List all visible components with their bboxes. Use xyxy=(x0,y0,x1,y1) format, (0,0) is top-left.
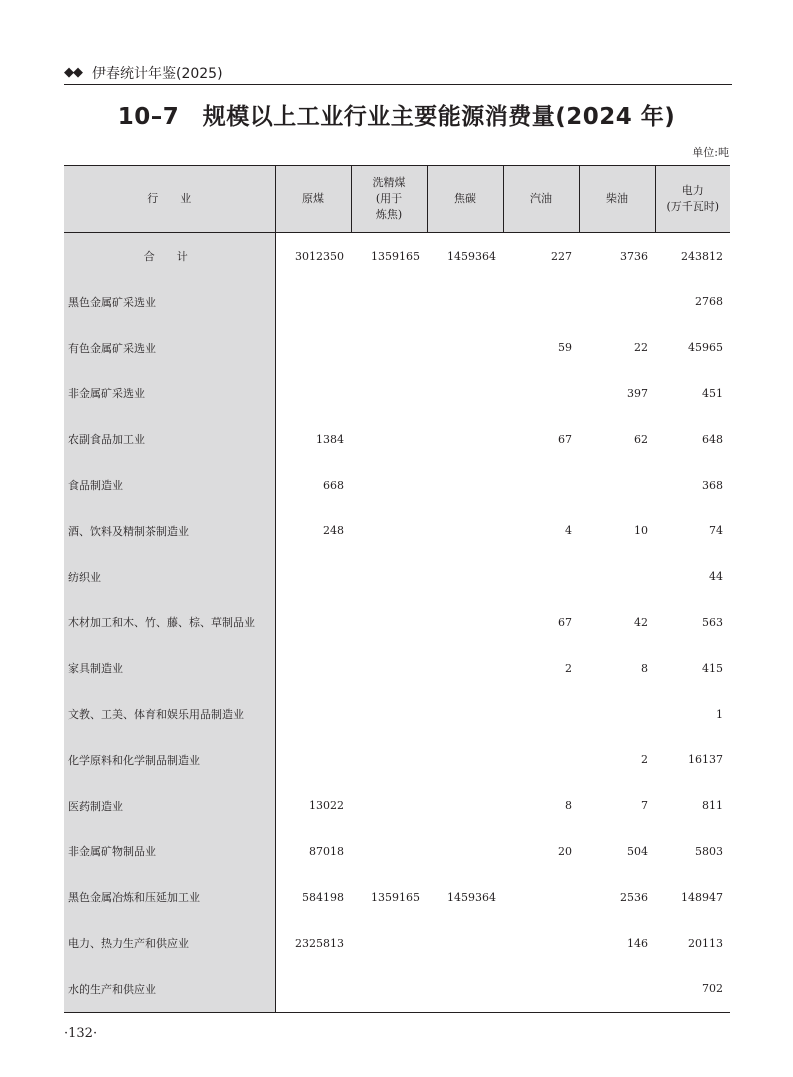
raw-coal-cell xyxy=(275,600,351,646)
raw-coal-cell: 1384 xyxy=(316,432,344,446)
diesel-cell: 7 xyxy=(641,799,648,813)
coke-cell xyxy=(427,600,503,646)
diesel-cell: 10 xyxy=(634,524,648,538)
raw-coal-cell xyxy=(275,737,351,783)
industry-cell: 文教、工美、体育和娱乐用品制造业 xyxy=(64,691,275,737)
gasoline-cell xyxy=(503,691,579,737)
col-header-washed-coal: 洗精煤 (用于 炼焦) xyxy=(351,166,427,233)
raw-coal-cell: 3012350 xyxy=(295,249,344,263)
coke-cell xyxy=(427,462,503,508)
coke-cell xyxy=(427,691,503,737)
unit-label: 单位:吨 xyxy=(692,146,729,159)
industry-cell: 黑色金属矿采选业 xyxy=(64,279,275,325)
raw-coal-cell xyxy=(275,371,351,417)
industry-cell: 电力、热力生产和供应业 xyxy=(64,920,275,966)
coke-cell xyxy=(427,325,503,371)
diesel-cell: 2536 xyxy=(620,890,648,904)
book-title: 伊春统计年鉴(2025) xyxy=(92,66,223,82)
washed-coal-cell xyxy=(351,416,427,462)
diesel-cell: 146 xyxy=(627,936,648,950)
washed-coal-cell xyxy=(351,600,427,646)
electricity-cell: 2768 xyxy=(695,295,723,309)
col-header-electricity: 电力 (万千瓦时) xyxy=(655,166,730,233)
energy-consumption-table xyxy=(64,165,730,1013)
running-header xyxy=(64,62,732,84)
washed-coal-cell xyxy=(351,371,427,417)
diesel-cell xyxy=(579,279,655,325)
electricity-cell: 148947 xyxy=(681,890,723,904)
industry-cell: 纺织业 xyxy=(64,554,275,600)
washed-coal-cell xyxy=(351,966,427,1012)
gasoline-cell xyxy=(503,966,579,1012)
coke-cell xyxy=(427,966,503,1012)
industry-cell: 非金属矿物制品业 xyxy=(64,829,275,875)
gasoline-cell xyxy=(503,737,579,783)
table-row xyxy=(64,279,730,325)
table-row xyxy=(64,874,730,920)
industry-cell: 农副食品加工业 xyxy=(64,416,275,462)
gasoline-cell xyxy=(503,874,579,920)
diamond-icon: ◆◆ xyxy=(64,65,82,80)
raw-coal-cell xyxy=(275,554,351,600)
gasoline-cell xyxy=(503,371,579,417)
washed-coal-cell xyxy=(351,279,427,325)
table-row xyxy=(64,783,730,829)
industry-cell: 家具制造业 xyxy=(64,645,275,691)
industry-cell: 非金属矿采选业 xyxy=(64,371,275,417)
industry-cell: 化学原料和化学制品制造业 xyxy=(64,737,275,783)
electricity-cell: 563 xyxy=(702,615,723,629)
diesel-cell: 8 xyxy=(641,661,648,675)
table-row xyxy=(64,462,730,508)
coke-cell xyxy=(427,279,503,325)
gasoline-cell xyxy=(503,554,579,600)
table-row xyxy=(64,691,730,737)
table-row xyxy=(64,554,730,600)
diesel-cell xyxy=(579,966,655,1012)
coke-cell xyxy=(427,737,503,783)
electricity-cell: 20113 xyxy=(688,936,723,950)
gasoline-cell xyxy=(503,920,579,966)
diesel-cell: 22 xyxy=(634,341,648,355)
diesel-cell: 504 xyxy=(627,844,648,858)
raw-coal-cell xyxy=(275,279,351,325)
gasoline-cell: 227 xyxy=(551,249,572,263)
col-header-industry: 行 业 xyxy=(64,166,275,233)
electricity-cell: 45965 xyxy=(688,341,723,355)
diesel-cell xyxy=(579,691,655,737)
table-row-total xyxy=(64,233,730,280)
raw-coal-cell: 87018 xyxy=(309,844,344,858)
diesel-cell: 2 xyxy=(641,753,648,767)
header-rule xyxy=(64,84,732,85)
table-row xyxy=(64,416,730,462)
industry-cell: 合 计 xyxy=(64,233,275,280)
table-row xyxy=(64,371,730,417)
gasoline-cell xyxy=(503,462,579,508)
industry-cell: 医药制造业 xyxy=(64,783,275,829)
table-row xyxy=(64,325,730,371)
table-row xyxy=(64,920,730,966)
col-header-coke: 焦碳 xyxy=(427,166,503,233)
coke-cell xyxy=(427,920,503,966)
washed-coal-cell xyxy=(351,829,427,875)
coke-cell xyxy=(427,645,503,691)
industry-cell: 酒、饮料及精制茶制造业 xyxy=(64,508,275,554)
raw-coal-cell xyxy=(275,645,351,691)
gasoline-cell: 67 xyxy=(558,432,572,446)
coke-cell: 1459364 xyxy=(447,249,496,263)
washed-coal-cell xyxy=(351,737,427,783)
diesel-cell xyxy=(579,462,655,508)
raw-coal-cell: 668 xyxy=(323,478,344,492)
gasoline-cell: 8 xyxy=(565,799,572,813)
raw-coal-cell xyxy=(275,325,351,371)
page-number: ·132· xyxy=(64,1026,98,1041)
raw-coal-cell: 248 xyxy=(323,524,344,538)
diesel-cell xyxy=(579,554,655,600)
raw-coal-cell: 13022 xyxy=(309,799,344,813)
washed-coal-cell xyxy=(351,554,427,600)
table-row xyxy=(64,600,730,646)
electricity-cell: 243812 xyxy=(681,249,723,263)
electricity-cell: 648 xyxy=(702,432,723,446)
electricity-cell: 415 xyxy=(702,661,723,675)
industry-cell: 黑色金属冶炼和压延加工业 xyxy=(64,874,275,920)
electricity-cell: 811 xyxy=(702,799,723,813)
coke-cell xyxy=(427,371,503,417)
washed-coal-cell xyxy=(351,508,427,554)
table-body xyxy=(64,233,730,1013)
table-title: 10–7 规模以上工业行业主要能源消费量(2024 年) xyxy=(117,104,676,130)
gasoline-cell: 20 xyxy=(558,844,572,858)
washed-coal-cell xyxy=(351,691,427,737)
table-row xyxy=(64,966,730,1012)
gasoline-cell: 4 xyxy=(565,524,572,538)
electricity-cell: 16137 xyxy=(688,753,723,767)
coke-cell xyxy=(427,416,503,462)
coke-cell xyxy=(427,829,503,875)
coke-cell xyxy=(427,554,503,600)
table-header-row xyxy=(64,166,730,233)
electricity-cell: 702 xyxy=(655,966,730,1012)
raw-coal-cell xyxy=(275,691,351,737)
coke-cell xyxy=(427,783,503,829)
washed-coal-cell: 1359165 xyxy=(371,890,420,904)
washed-coal-cell xyxy=(351,645,427,691)
col-header-raw-coal: 原煤 xyxy=(275,166,351,233)
table-row xyxy=(64,508,730,554)
electricity-cell: 74 xyxy=(709,524,723,538)
industry-cell: 木材加工和木、竹、藤、棕、草制品业 xyxy=(64,600,275,646)
electricity-cell: 5803 xyxy=(695,844,723,858)
industry-cell: 食品制造业 xyxy=(64,462,275,508)
washed-coal-cell: 1359165 xyxy=(371,249,420,263)
gasoline-cell: 2 xyxy=(565,661,572,675)
raw-coal-cell: 584198 xyxy=(302,890,344,904)
washed-coal-cell xyxy=(351,783,427,829)
washed-coal-cell xyxy=(351,462,427,508)
electricity-cell: 1 xyxy=(716,707,723,721)
raw-coal-cell xyxy=(275,966,351,1012)
gasoline-cell: 67 xyxy=(558,615,572,629)
table-row xyxy=(64,829,730,875)
raw-coal-cell: 2325813 xyxy=(295,936,344,950)
col-header-gasoline: 汽油 xyxy=(503,166,579,233)
coke-cell xyxy=(427,508,503,554)
coke-cell: 1459364 xyxy=(447,890,496,904)
electricity-cell: 44 xyxy=(709,570,723,584)
washed-coal-cell xyxy=(351,325,427,371)
gasoline-cell: 59 xyxy=(558,341,572,355)
table-row xyxy=(64,645,730,691)
washed-coal-cell xyxy=(351,920,427,966)
electricity-cell: 368 xyxy=(702,478,723,492)
col-header-diesel: 柴油 xyxy=(579,166,655,233)
table-row xyxy=(64,737,730,783)
diesel-cell: 62 xyxy=(634,432,648,446)
gasoline-cell xyxy=(503,279,579,325)
industry-cell: 有色金属矿采选业 xyxy=(64,325,275,371)
diesel-cell: 42 xyxy=(634,615,648,629)
diesel-cell: 397 xyxy=(627,386,648,400)
diesel-cell: 3736 xyxy=(620,249,648,263)
electricity-cell: 451 xyxy=(702,386,723,400)
industry-cell: 水的生产和供应业 xyxy=(64,966,275,1012)
